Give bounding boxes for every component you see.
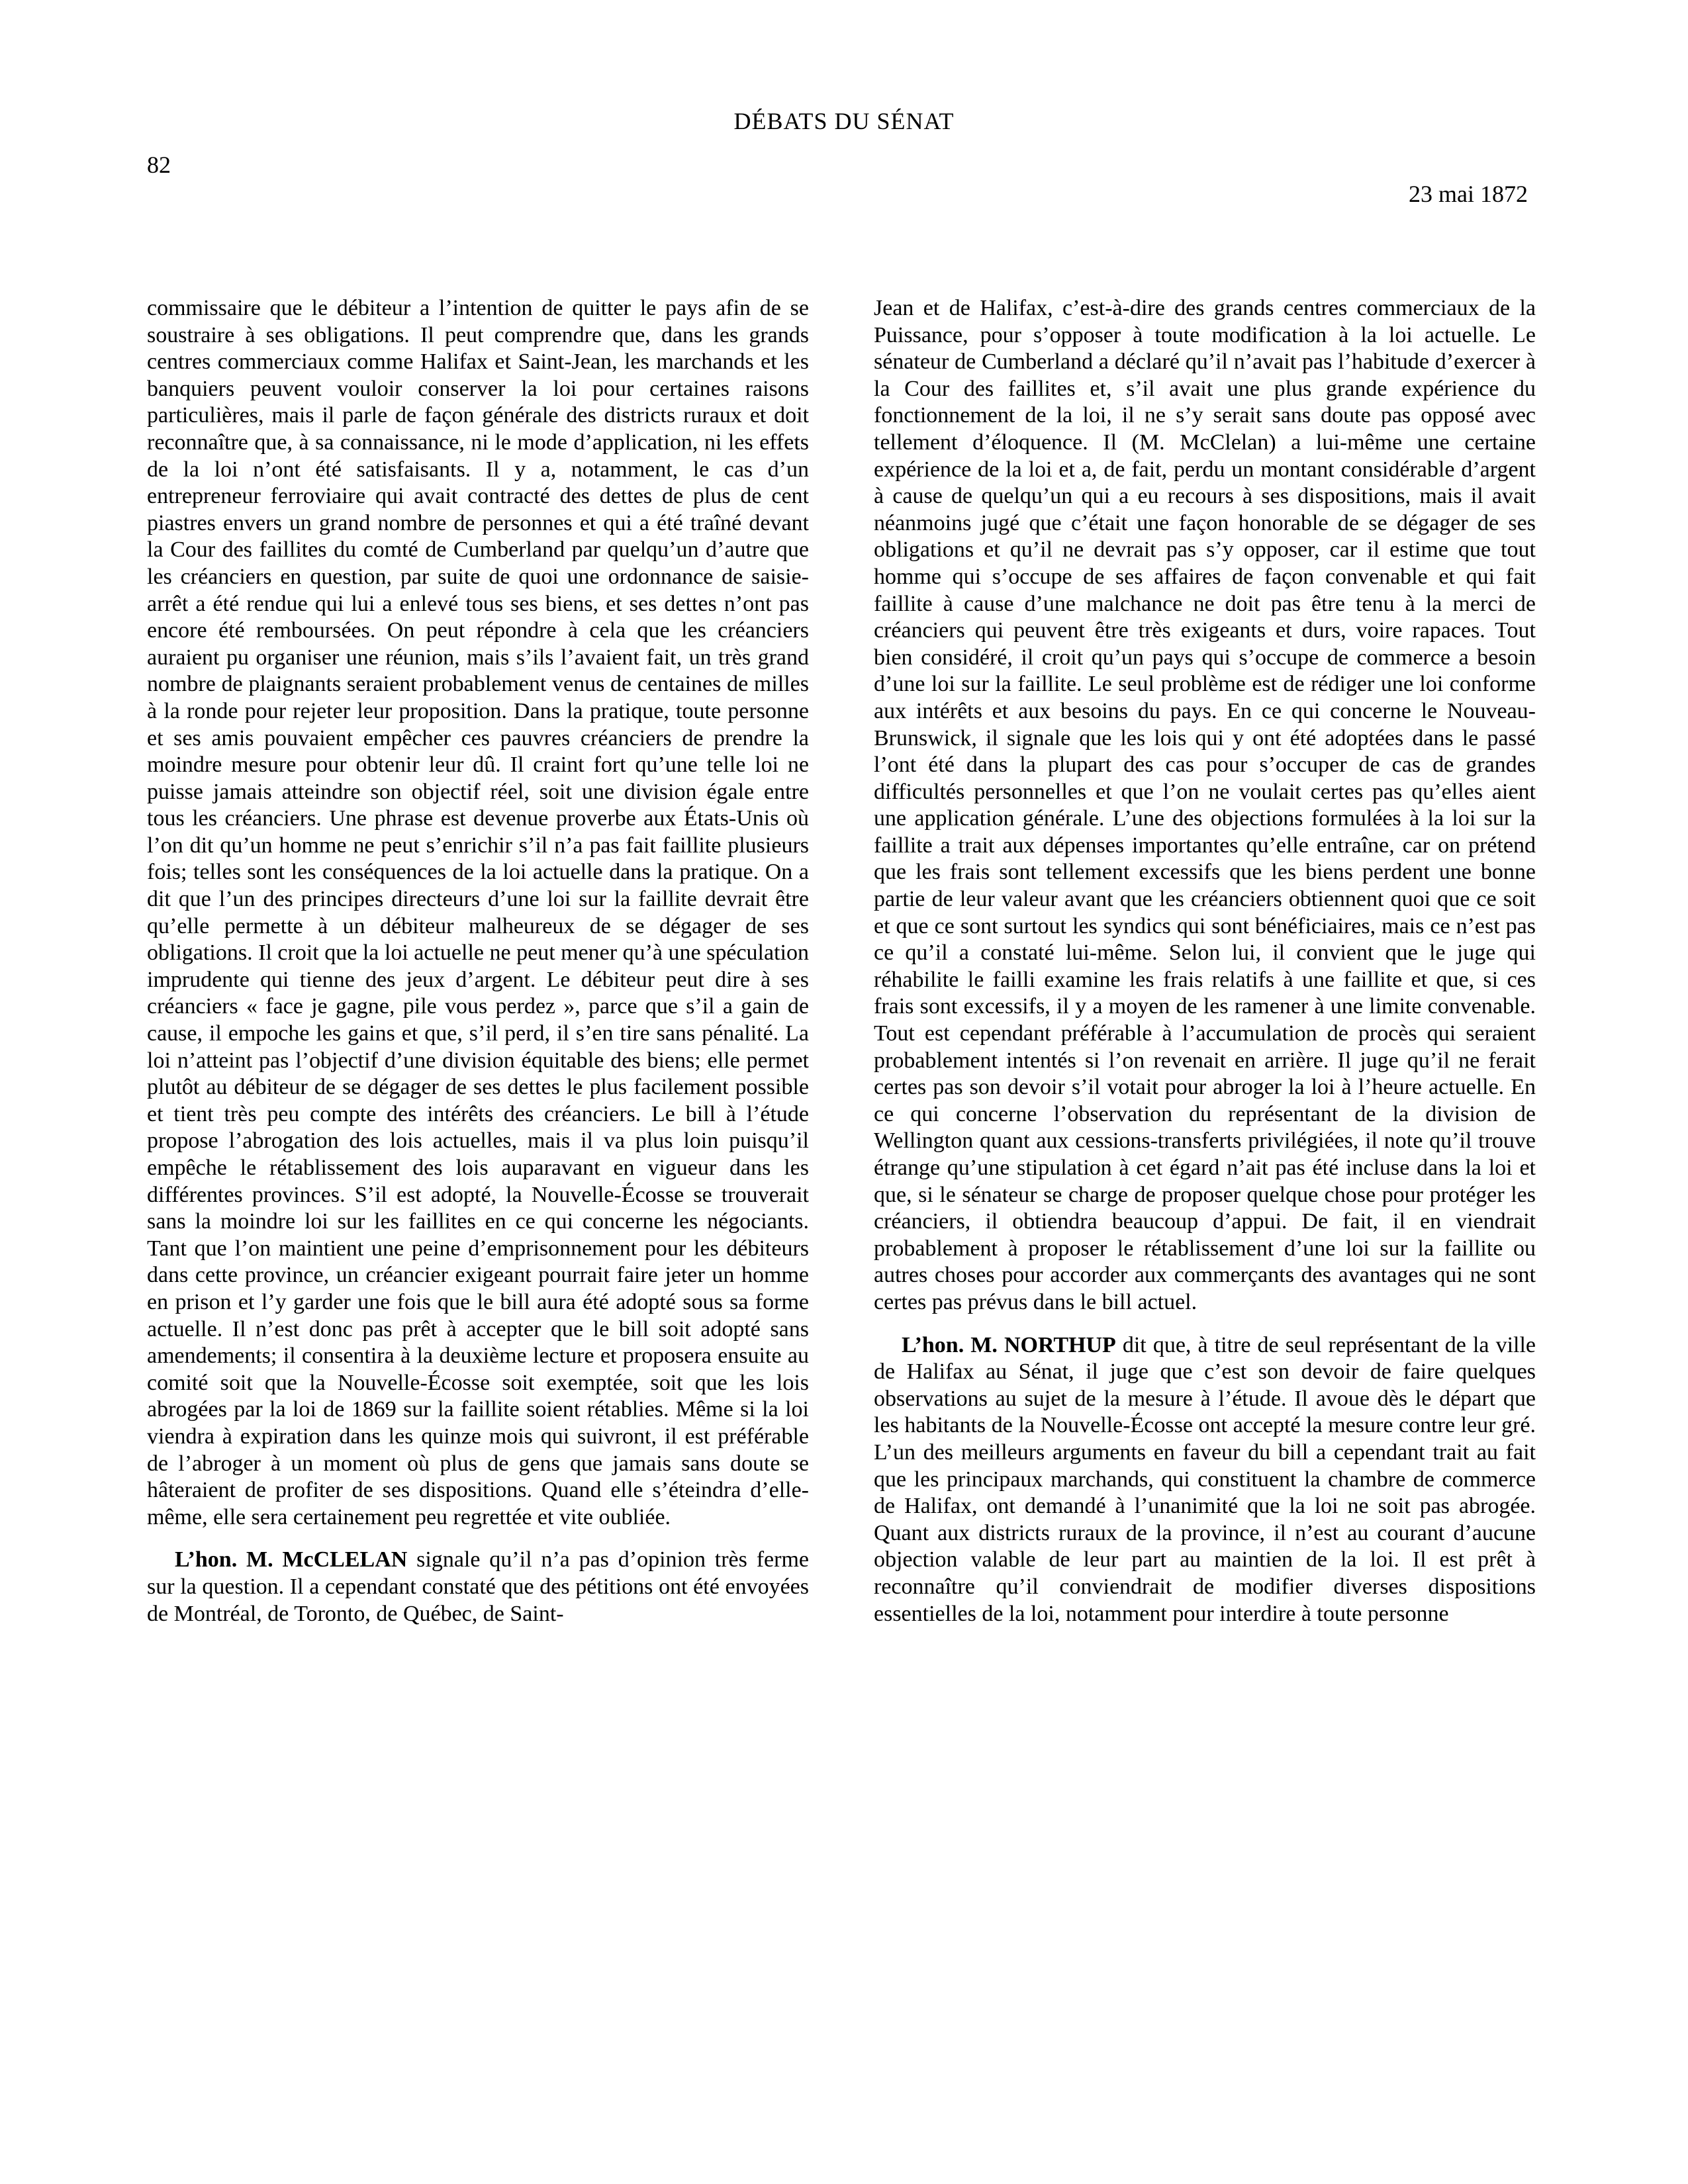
left-column [147,295,809,1627]
paragraph-northup [874,1332,1536,1628]
paragraph-continuation: Jean et de Halifax, c’est-à-dire des grands centres commerciaux de la Puissance, pour s’opposer à toute modification à la loi actuelle. Le sénateur de Cumberland a déclaré qu’il n’avait pas l’habitude d’exercer à la Cour des faillites et, s’il avait une plus grande expérience du fonctionnement de la loi, il ne s’y serait sans doute pas opposé avec tellement d’éloquence. Il (M. McClelan) a lui-même une certaine expérience de la loi et a, de fait, perdu un montant considérable d’argent à cause de quelqu’un qui a eu recours à ses dispositions, mais il avait néanmoins jugé que c’était une façon honorable de se dégager de ses obligations et qu’il ne devrait pas s’y opposer, car il estime que tout homme qui s’occupe de ses affaires de façon convenable et qui fait faillite à cause d’une malchance ne doit pas être tenu à la merci de créanciers qui peuvent être très exigeants et durs, voire rapaces. Tout bien considéré, il croit qu’un pays qui s’occupe de commerce a besoin d’une loi sur la faillite. Le seul problème est de rédiger une loi conforme aux intérêts et aux besoins du pays. En ce qui concerne le Nouveau-Brunswick, il signale que les lois qui y ont été adoptées dans le passé l’ont été dans la plupart des cas pour s’occuper de cas de grandes difficultés personnelles et que l’on ne voulait certes pas qu’elles aient une application générale. L’une des objections formulées à la loi sur la faillite a trait aux dépenses importantes qu’elle entraîne, car on prétend que les frais sont tellement excessifs que les biens perdent une bonne partie de leur valeur avant que les créanciers obtiennent quoi que ce soit et que ce sont surtout les syndics qui sont bénéficiaires, mais ce n’est pas ce qu’il a constaté lui-même. Selon lui, il convient que le juge qui réhabilite le failli examine les frais relatifs à une faillite et que, si ces frais sont excessifs, il y a moyen de les ramener à une limite convenable. Tout est cependant préférable à l’accumulation de procès qui seraient probablement intentés si l’on revenait en arrière. Il juge qu’il ne ferait certes pas son devoir s’il votait pour abroger la loi à l’heure actuelle. En ce qui concerne l’observation du représentant de la division de Wellington quant aux cessions-transferts privilégiées, il note qu’il trouve étrange qu’une stipulation à cet égard n’ait pas été incluse dans la loi et que, si le sénateur se charge de proposer quelque chose pour protéger les créanciers, il obtiendra beaucoup d’appui. De fait, il en viendrait probablement à proposer le rétablissement d’une loi sur la faillite ou autres choses pour accorder aux commerçants des avantages qui ne sont certes pas prévus dans le bill actuel. [874,296,1536,1314]
sitting-date: 23 mai 1872 [1409,181,1528,207]
right-column [874,295,1536,1627]
page-number: 82 [147,152,171,178]
running-title: DÉBATS DU SÉNAT [733,108,955,134]
speaker-name: L’hon. M. McCLELAN [175,1547,408,1572]
speech-text: dit que, à titre de seul représentant de la ville de Halifax au Sénat, il juge que c’est son devoir de faire quelques observations au sujet de la mesure à l’étude. Il avoue dès le départ que les habitants de la Nouvelle-Écosse ont accepté la mesure contre leur gré. L’un des meilleurs arguments en faveur du bill a cependant trait au fait que les principaux marchands, qui constituent la chambre de commerce de Halifax, ont demandé à l’unanimité que la loi ne soit pas abrogée. Quant aux districts ruraux de la province, il n’est au courant d’aucune objection valable de leur part au maintien de la loi. Il est prêt à reconnaître qu’il conviendrait de modifier diverses dispositions essentielles de la loi, notamment pour interdire à toute personne [874,1332,1536,1626]
paragraph-continuation: commissaire que le débiteur a l’intention de quitter le pays afin de se soustraire à ses obligations. Il peut comprendre que, dans les grands centres commerciaux comme Halifax et Saint-Jean, les marchands et les banquiers peuvent vouloir conserver la loi pour certaines raisons particulières, mais il parle de façon générale des districts ruraux et doit reconnaître que, à sa connaissance, ni le mode d’application, ni les effets de la loi n’ont été satisfaisants. Il y a, notamment, le cas d’un entrepreneur ferroviaire qui avait contracté des dettes de plus de cent piastres envers un grand nombre de personnes et qui a été traîné devant la Cour des faillites du comté de Cumberland par quelqu’un d’autre que les créanciers en question, par suite de quoi une ordonnance de saisie-arrêt a été rendue qui lui a enlevé tous ses biens, et ses dettes n’ont pas encore été remboursées. On peut répondre à cela que les créanciers auraient pu organiser une réunion, mais s’ils l’avaient fait, un très grand nombre de plaignants seraient probablement venus de centaines de milles à la ronde pour rejeter leur proposition. Dans la pratique, toute personne et ses amis pouvaient empêcher ces pauvres créanciers de prendre la moindre mesure pour obtenir leur dû. Il craint fort qu’une telle loi ne puisse jamais atteindre son objectif réel, soit une division égale entre tous les créanciers. Une phrase est devenue proverbe aux États-Unis où l’on dit qu’un homme ne peut s’enrichir s’il n’a pas fait faillite plusieurs fois; telles sont les conséquences de la loi actuelle dans la pratique. On a dit que l’un des principes directeurs d’une loi sur la faillite devrait être qu’elle permette à un débiteur malheureux de se dégager de ses obligations. Il croit que la loi actuelle ne peut mener qu’à une spéculation imprudente qui tienne des jeux d’argent. Le débiteur peut dire à ses créanciers « face je gagne, pile vous perdez », parce que s’il a gain de cause, il empoche les gains et que, s’il perd, il s’en tire sans pénalité. La loi n’atteint pas l’objectif d’une division équitable des biens; elle permet plutôt au débiteur de se dégager de ses dettes le plus facilement possible et tient très peu compte des intérêts des créanciers. Le bill à l’étude propose l’abrogation des lois actuelles, mais il va plus loin puisqu’il empêche le rétablissement des lois auparavant en vigueur dans les différentes provinces. S’il est adopté, la Nouvelle-Écosse se trouverait sans la moindre loi sur les faillites en ce qui concerne les négociants. Tant que l’on maintient une peine d’emprisonnement pour les débiteurs dans cette province, un créancier exigeant pourrait faire jeter un homme en prison et l’y garder une fois que le bill aura été adopté sous sa forme actuelle. Il n’est donc pas prêt à accepter que le bill soit adopté sans amendements; il consentira à la deuxième lecture et proposera ensuite au comité soit que la Nouvelle-Écosse soit exemptée, soit que les lois abrogées par la loi de 1869 sur la faillite soient rétablies. Même si la loi viendra à expiration dans les quinze mois qui suivront, il est préférable de l’abroger à un moment où plus de gens que jamais sans doute se hâteraient de profiter de ses dispositions. Quand elle s’éteindra d’elle-même, elle sera certainement peu regrettée et vite oubliée. [147,296,809,1529]
speech-text: signale qu’il n’a pas d’opinion très ferme sur la question. Il a cependant constaté que des pétitions ont été envoyées de Montréal, de Toronto, de Québec, de Saint- [147,1547,809,1626]
speaker-name: L’hon. M. NORTHUP [902,1332,1116,1357]
paragraph-mcclelan [147,1547,809,1627]
